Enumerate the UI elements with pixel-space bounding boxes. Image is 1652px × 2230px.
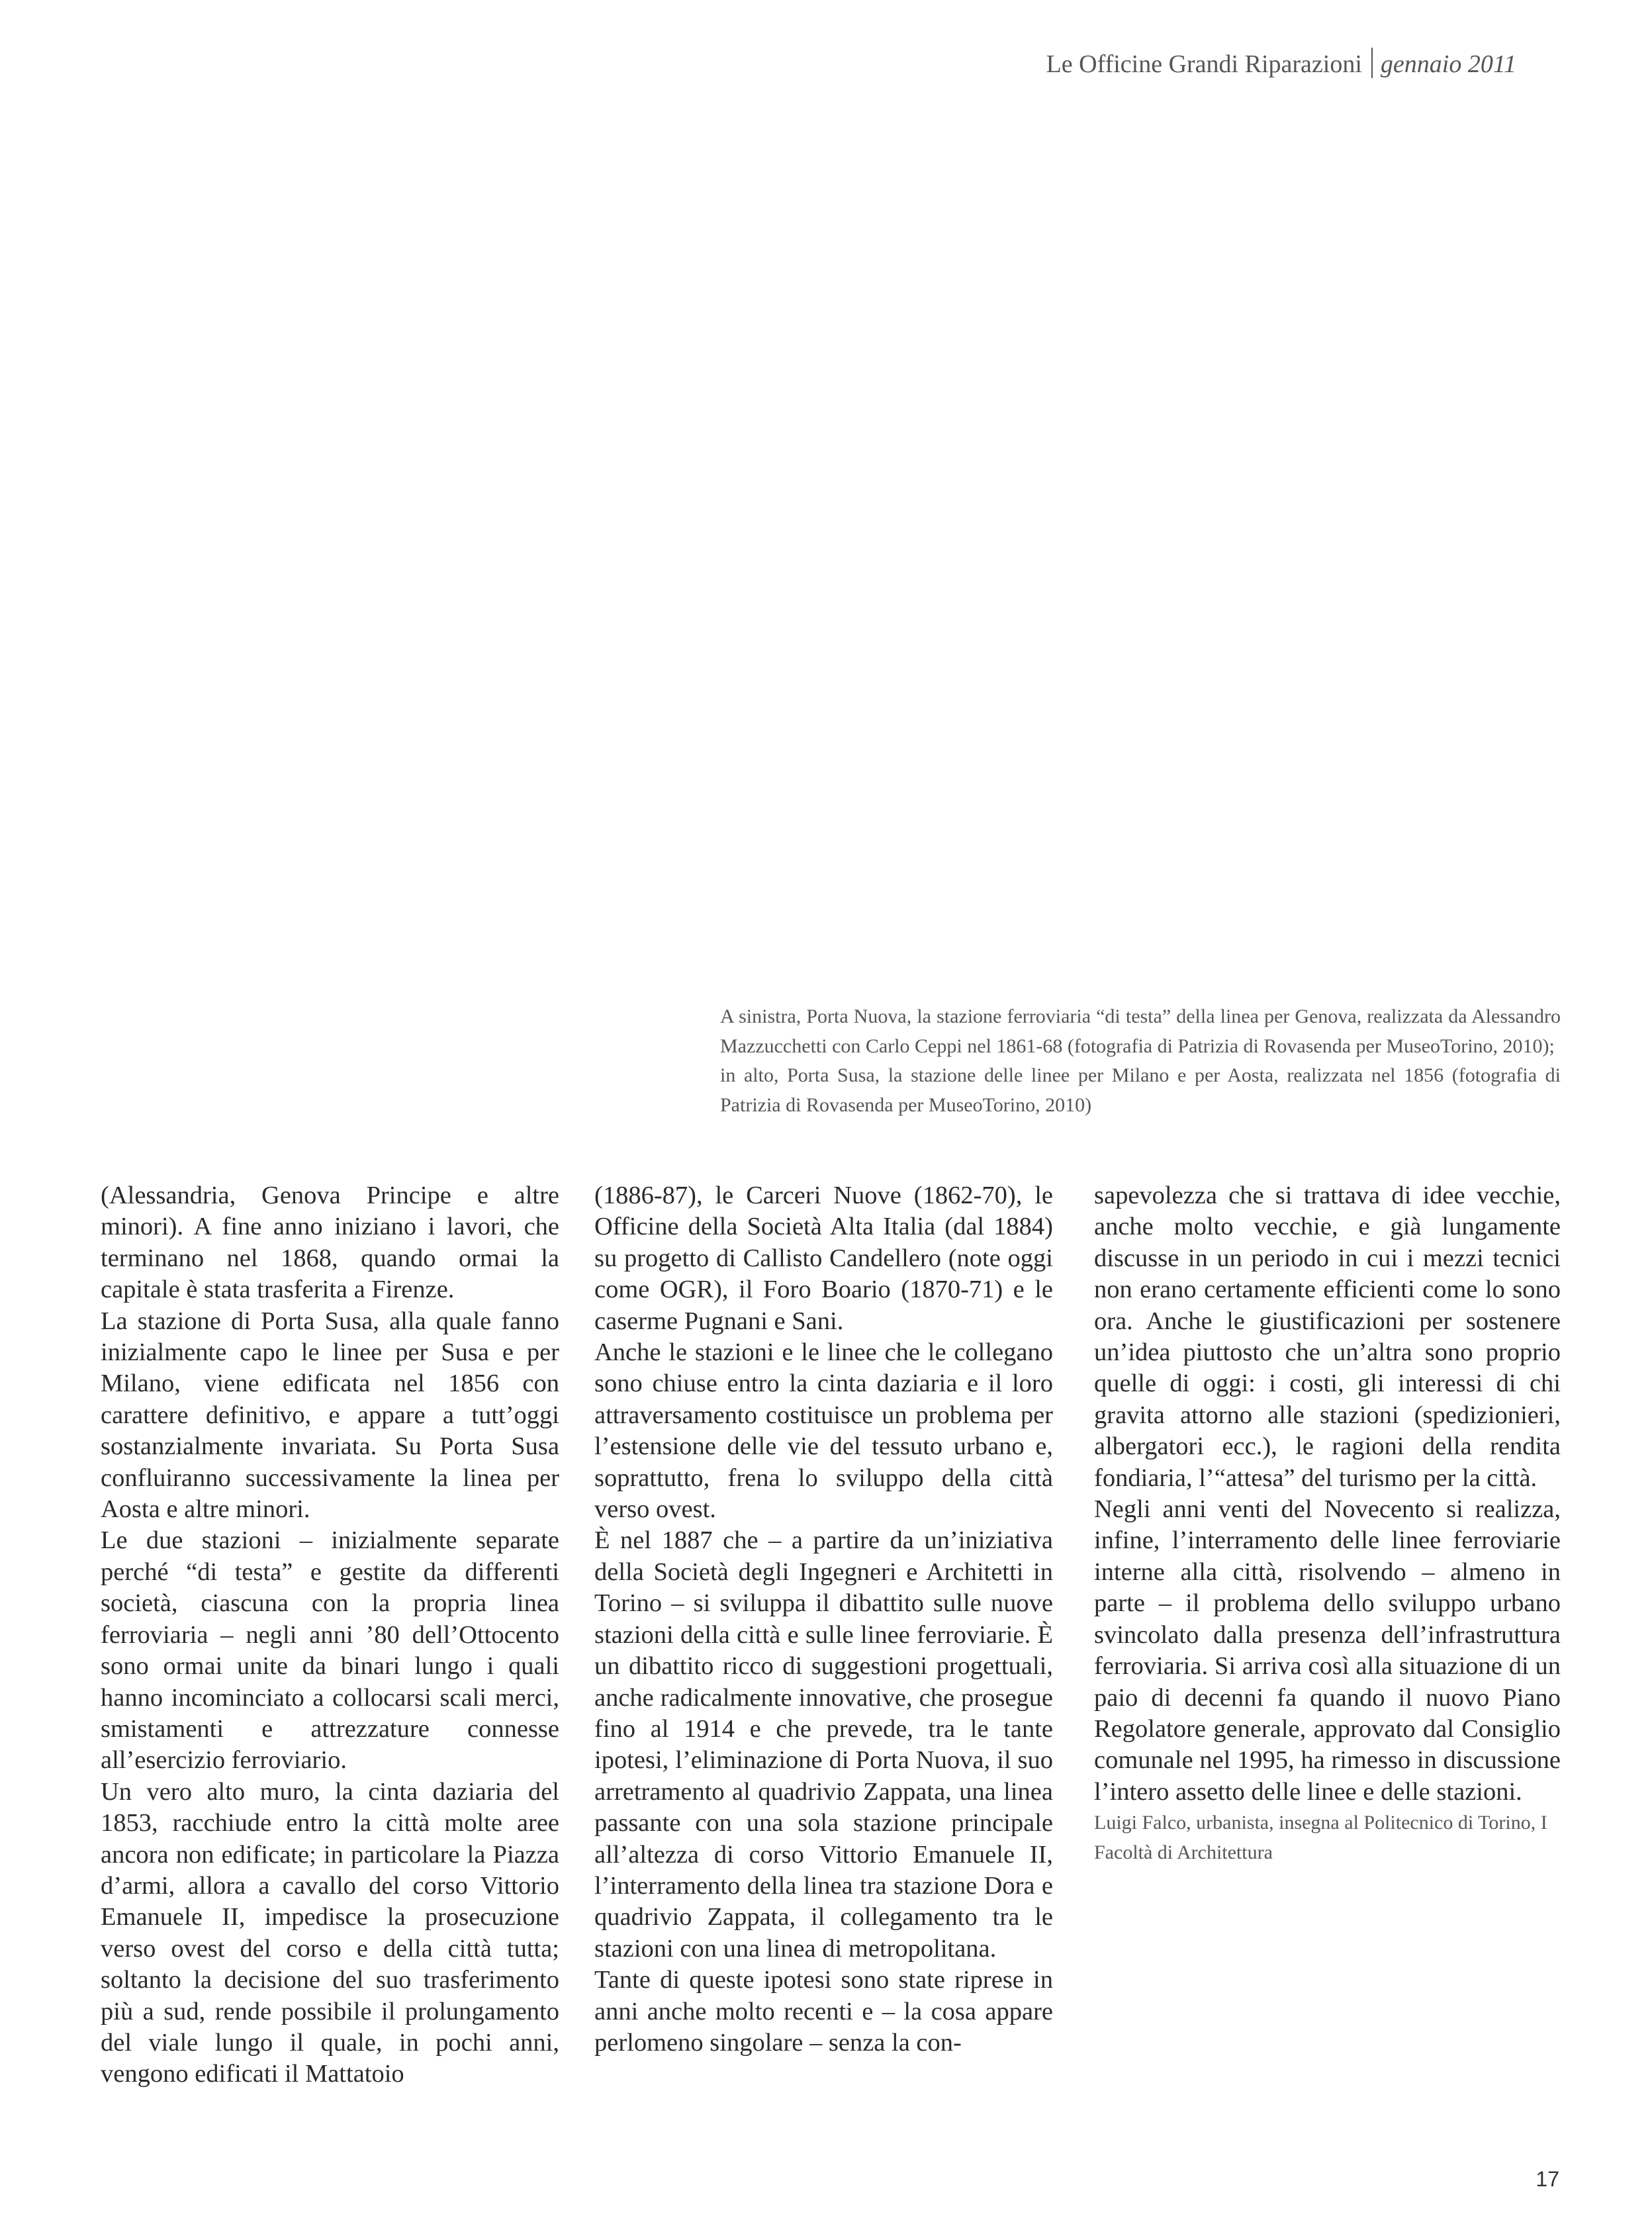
caption-porta-nuova: A sinistra, Porta Nuova, la stazione ferroviaria “di testa” della linea per Genova, realizzata da Alessandro Mazzucchetti con Carlo Ceppi nel 1861-68 (fotografia di Patrizia di Rovasenda per MuseoTorino, 2010); xyxy=(720,1005,1561,1057)
caption-porta-susa: in alto, Porta Susa, la stazione delle linee per Milano e per Aosta, realizzata nel 1856 (fotografia di Patrizia di Rovasenda per MuseoTorino, 2010) xyxy=(720,1064,1561,1116)
paragraph: Negli anni venti del Novecento si realizza, infine, l’interramento delle linee ferroviarie interne alla città, risolvendo – almeno in parte – il problema dello sviluppo urbano svincolato dalla presenza dell’infrastruttura ferroviaria. Si arriva così alla situazione di un paio di decenni fa quando il nuovo Piano Regolatore generale, approvato dal Consiglio comunale nel 1995, ha rimesso in discussione l’intero assetto delle linee e delle stazioni. xyxy=(1094,1495,1561,1806)
paragraph: (1886-87), le Carceri Nuove (1862-70), le Officine della Società Alta Italia (dal 1884) su progetto di Callisto Candellero (note oggi come OGR), il Foro Boario (1870-71) e le caserme Pugnani e Sani. xyxy=(594,1182,1053,1335)
page-number: 17 xyxy=(1536,2167,1559,2191)
issue-date: gennaio 2011 xyxy=(1380,50,1516,78)
paragraph: È nel 1887 che – a partire da un’iniziativa della Società degli Ingegneri e Architetti in Torino – si sviluppa il dibattito sulle nuove stazioni della città e sulle linee ferroviarie. È un dibattito ricco di suggestioni progettuali, anche radicalmente innovative, che prosegue fino al 1914 e che prevede, tra le tante ipotesi, l’eliminazione di Porta Nuova, il suo arretramento al quadrivio Zappata, una linea passante con una sola stazione principale all’altezza di corso Vittorio Emanuele II, l’interramento della linea tra stazione Dora e quadrivio Zappata, il collegamento tra le stazioni con una linea di metropolitana. xyxy=(594,1526,1053,1963)
author-note: Luigi Falco, urbanista, insegna al Politecnico di Torino, I Facoltà di Architettura xyxy=(1094,1812,1547,1864)
text-column-1 xyxy=(101,1180,559,2090)
text-column-3 xyxy=(1094,1180,1561,1867)
photo-caption xyxy=(720,1002,1561,1120)
publication-title: Le Officine Grandi Riparazioni xyxy=(1046,50,1362,78)
paragraph: sapevolezza che si trattava di idee vecchie, anche molto vecchie, e già lungamente discusse in un periodo in cui i mezzi tecnici non erano certamente efficienti come lo sono ora. Anche le giustificazioni per sostenere un’idea piuttosto che un’altra sono proprio quelle di oggi: i costi, gli interessi di chi gravita attorno alle stazioni (spedizionieri, albergatori ecc.), le ragioni della rendita fondiaria, l’“attesa” del turismo per la città. xyxy=(1094,1182,1561,1492)
paragraph: Un vero alto muro, la cinta daziaria del 1853, racchiude entro la città molte aree ancora non edificate; in particolare la Piazza d’armi, allora a cavallo del corso Vittorio Emanuele II, impedisce la prosecuzione verso ovest del corso e della città tutta; soltanto la decisione del suo trasferimento più a sud, rende possibile il prolungamento del viale lungo il quale, in pochi anni, vengono edificati il Mattatoio xyxy=(101,1777,559,2088)
header-divider xyxy=(1371,48,1373,78)
paragraph: La stazione di Porta Susa, alla quale fanno inizialmente capo le linee per Susa e per Milano, viene edificata nel 1856 con carattere definitivo, e appare a tutt’oggi sostanzialmente invariata. Su Porta Susa confluiranno successivamente la linea per Aosta e altre minori. xyxy=(101,1307,559,1524)
paragraph: Anche le stazioni e le linee che le collegano sono chiuse entro la cinta daziaria e il loro attraversamento costituisce un problema per l’estensione delle vie del tessuto urbano e, soprattutto, frena lo sviluppo della città verso ovest. xyxy=(594,1338,1053,1524)
paragraph: Le due stazioni – inizialmente separate perché “di testa” e gestite da differenti società, ciascuna con la propria linea ferroviaria – negli anni ’80 dell’Ottocento sono ormai unite da binari lungo i quali hanno incominciato a collocarsi scali merci, smistamenti e attrezzature connesse all’esercizio ferroviario. xyxy=(101,1526,559,1775)
paragraph: (Alessandria, Genova Principe e altre minori). A fine anno iniziano i lavori, che terminano nel 1868, quando ormai la capitale è stata trasferita a Firenze. xyxy=(101,1182,559,1304)
running-header xyxy=(1046,48,1516,79)
text-column-2 xyxy=(594,1180,1053,2059)
paragraph: Tante di queste ipotesi sono state riprese in anni anche molto recenti e – la cosa appare perlomeno singolare – senza la con- xyxy=(594,1966,1053,2057)
